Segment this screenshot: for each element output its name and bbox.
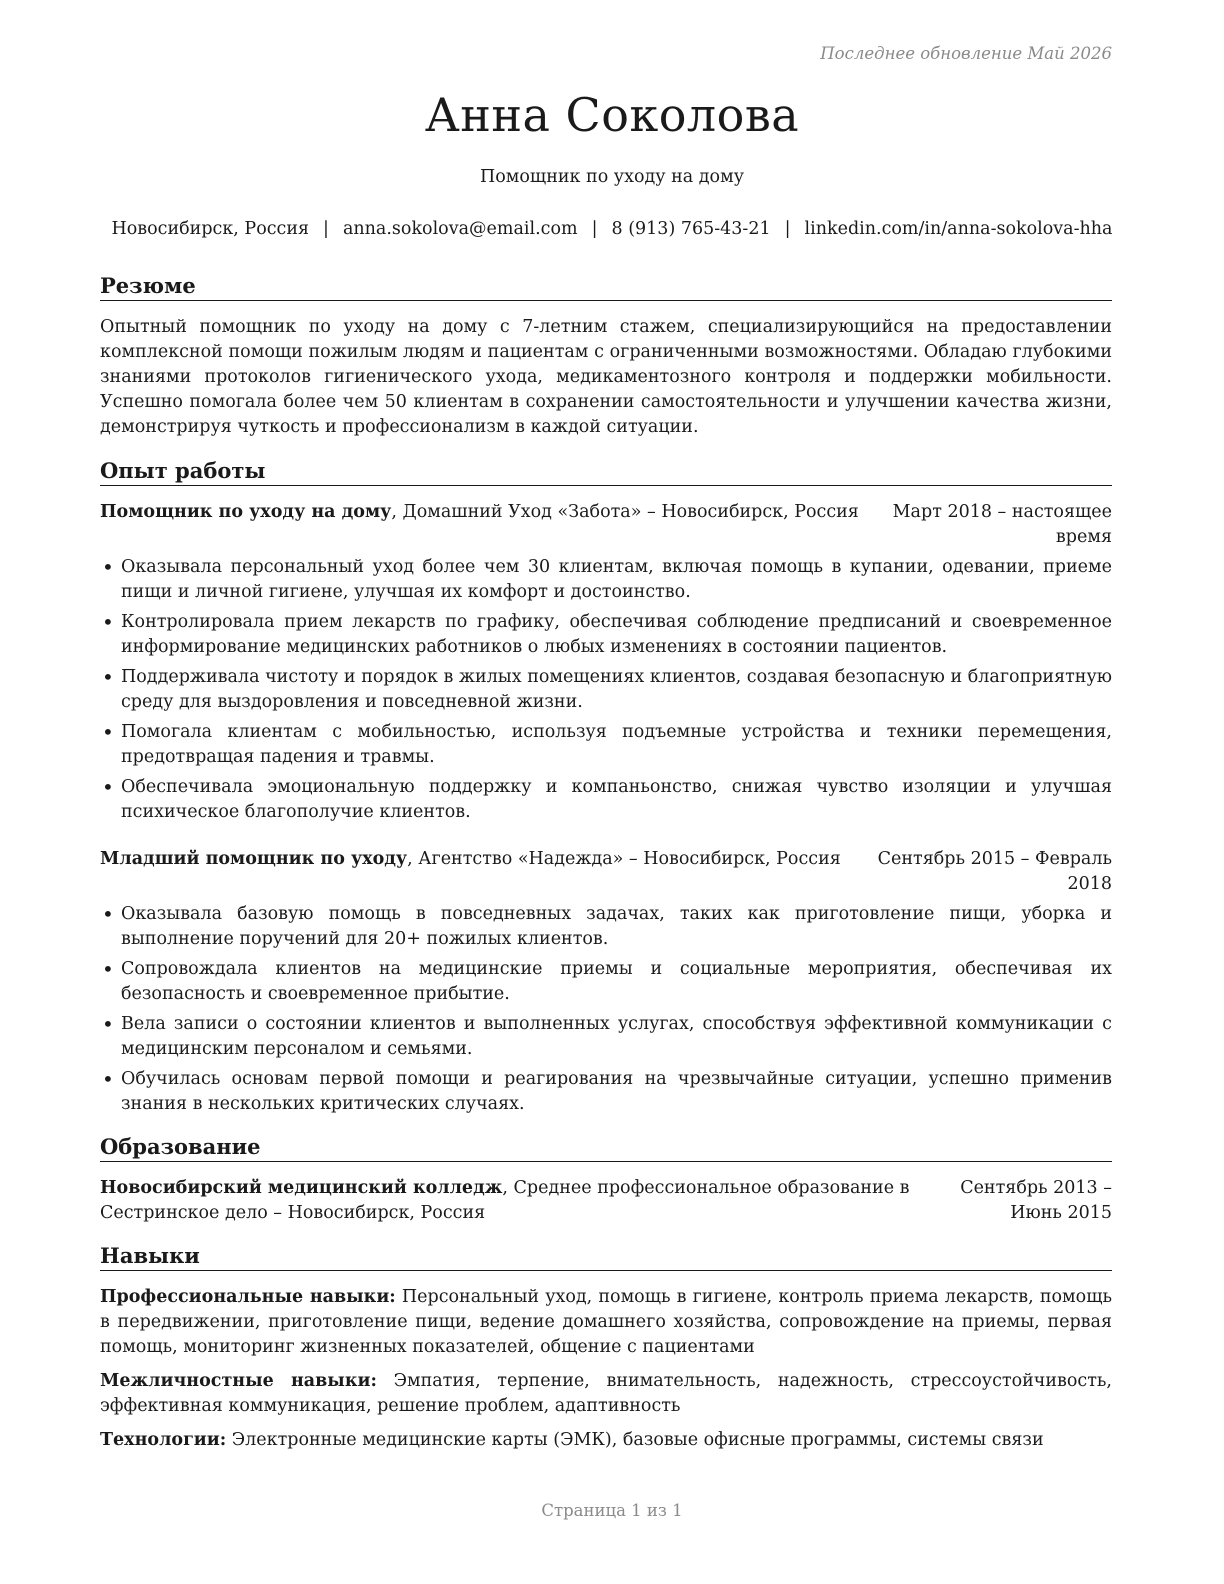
contact-location: Новосибирск, Россия [111,219,310,239]
skill-label: Межличностные навыки: [100,1371,377,1391]
education-entry [100,1176,1112,1226]
separator: | [591,219,598,239]
job-title: Помощник по уходу на дому [479,167,745,187]
last-updated: Последнее обновление Май 2026 [820,44,1112,63]
list-item: • Оказывала персональный уход более чем 30 клиентам, включая помощь в купании, одевании, приеме пищи и личной гигиене, улучшая их комфорт и достоинство. [100,555,1112,605]
job-entry [100,500,1112,825]
list-item: • Сопровождала клиентов на медицинские приемы и социальные мероприятия, обеспечивая их безопасность и своевременное прибытие. [100,957,1112,1007]
job-role: Помощник по уходу на дому [100,502,392,522]
school-name: Новосибирский медицинский колледж [100,1178,503,1198]
section-heading-summary: Резюме [100,272,1112,301]
job-org: , Агентство «Надежда» – Новосибирск, Россия [407,849,841,869]
skills-section [100,1242,1112,1453]
skill-group [100,1285,1112,1360]
contact-email[interactable]: anna.sokolova@email.com [342,219,578,239]
separator: | [784,219,791,239]
education-section [100,1133,1112,1226]
summary-section [100,272,1112,440]
job-entry [100,847,1112,1117]
section-heading-experience: Опыт работы [100,457,1112,486]
education-institution [100,1176,952,1226]
skill-label: Профессиональные навыки: [100,1287,396,1307]
job-header [100,847,1112,897]
job-header [100,500,1112,550]
section-heading-education: Образование [100,1133,1112,1162]
skill-group [100,1428,1112,1453]
job-title-org [100,847,867,897]
job-dates: Сентябрь 2015 – Февраль 2018 [877,849,1112,894]
education-dates: Сентябрь 2013 – Июнь 2015 [960,1178,1112,1223]
experience-section [100,457,1112,1117]
skill-text: Персональный уход, помощь в гигиене, контроль приема лекарств, помощь в передвижении, приготовление пищи, ведение домашнего хозяйства, сопровождение на приемы, первая помощь, мониторинг жизненных показателей, общение с пациентами [100,1287,1112,1357]
contact-line [0,219,1224,239]
list-item: • Помогала клиентам с мобильностью, используя подъемные устройства и техники перемещения, предотвращая падения и травмы. [100,720,1112,770]
skill-label: Технологии: [100,1430,227,1450]
list-item: • Обучилась основам первой помощи и реагирования на чрезвычайные ситуации, успешно применив знания в нескольких критических случаях. [100,1067,1112,1117]
skill-text: Эмпатия, терпение, внимательность, надежность, стрессоустойчивость, эффективная коммуникация, решение проблем, адаптивность [100,1371,1112,1416]
page-number: Страница 1 из 1 [541,1501,683,1520]
list-item: • Вела записи о состоянии клиентов и выполненных услугах, способствуя эффективной коммуникации с медицинским персоналом и семьями. [100,1012,1112,1062]
section-heading-skills: Навыки [100,1242,1112,1271]
summary-text: Опытный помощник по уходу на дому с 7-летним стажем, специализирующийся на предоставлении комплексной помощи пожилым людям и пациентам с ограниченными возможностями. Обладаю глубокими знаниями протоколов гигиенического ухода, медикаментозного контроля и поддержки мобильности. Успешно помогала более чем 50 клиентам в сохранении самостоятельности и улучшении качества жизни, демонстрируя чуткость и профессионализм в каждой ситуации. [100,317,1112,437]
skill-text: Электронные медицинские карты (ЭМК), базовые офисные программы, системы связи [226,1430,1044,1450]
job-bullets [100,902,1112,1117]
list-item: • Поддерживала чистоту и порядок в жилых помещениях клиентов, создавая безопасную и благоприятную среду для выздоровления и повседневной жизни. [100,665,1112,715]
contact-linkedin[interactable]: linkedin.com/in/anna-sokolova-hha [804,219,1113,239]
job-dates: Март 2018 – настоящее время [892,502,1112,547]
separator: | [323,219,329,239]
contact-phone: 8 (913) 765-43-21 [611,219,771,239]
list-item: • Контролировала прием лекарств по графику, обеспечивая соблюдение предписаний и своевременное информирование медицинских работников о любых изменениях в состоянии пациентов. [100,610,1112,660]
job-bullets [100,555,1112,825]
job-title-org [100,500,867,550]
skill-group [100,1369,1112,1419]
candidate-name: Анна Соколова [424,88,800,142]
job-role: Младший помощник по уходу [100,849,408,869]
list-item: • Оказывала базовую помощь в повседневных задачах, таких как приготовление пищи, уборка и выполнение поручений для 20+ пожилых клиентов. [100,902,1112,952]
job-org: , Домашний Уход «Забота» – Новосибирск, Россия [391,502,859,522]
degree-details: , Среднее профессиональное образование в Сестринское дело – Новосибирск, Россия [100,1178,910,1223]
list-item: • Обеспечивала эмоциональную поддержку и компаньонство, снижая чувство изоляции и улучшая психическое благополучие клиентов. [100,775,1112,825]
